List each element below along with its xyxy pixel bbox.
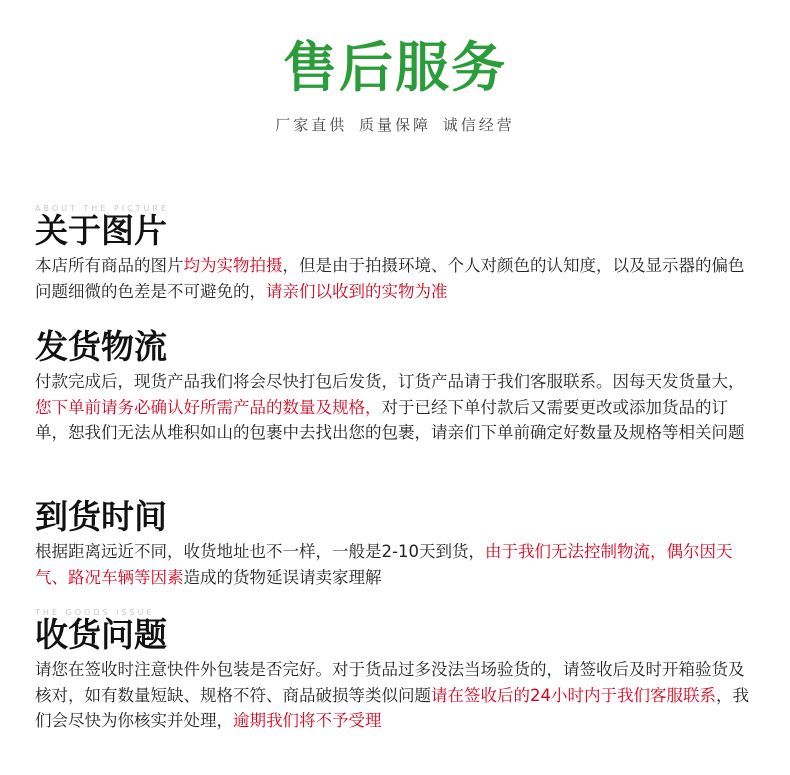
section-body — [35, 657, 755, 734]
body-text: 请您在签收时注意快件外包装是否完好。对于货品过多没法当场验货的，请签收后及时开箱验货及核对，如有数量短缺、规格不符、商品破损等类似问题 — [35, 660, 745, 705]
body-highlight: 您下单前请务必确认好所需产品的数量及规格， — [35, 397, 382, 417]
body-text: 造成的货物延误请卖家理解 — [183, 567, 382, 587]
body-highlight: 逾期我们将不予受理 — [233, 711, 382, 730]
section-heading: 关于图片 — [35, 211, 167, 250]
body-text: 根据距离远近不同，收货地址也不一样，一般是2-10天到货， — [35, 542, 485, 561]
body-highlight: 均为实物拍摄 — [183, 256, 283, 275]
section-body — [35, 253, 755, 304]
section-body — [35, 539, 755, 590]
body-text: 对于已经下单付款后又需要更改或添加货品的订单，恕我们无法从堆积如山的包裹中去找出您的包裹，请亲们下单前确定好数量及规格等相关问题 — [35, 397, 745, 442]
body-highlight: 由于我们无法控制物流，偶尔因天气、路况车辆等因素 — [35, 542, 733, 587]
section-heading: 收货问题 — [35, 615, 167, 654]
page-subtitle: 厂家直供 质量保障 诚信经营 — [275, 116, 515, 134]
header — [0, 36, 790, 135]
section-ghost-label: THE GOODS ISSUE — [35, 608, 155, 617]
section-shipping — [35, 320, 755, 446]
page-title: 售后服务 — [283, 36, 507, 99]
section-heading: 到货时间 — [35, 497, 167, 536]
body-highlight: 请在签收后的24小时内于我们客服联系 — [431, 685, 716, 705]
section-delivery-time — [35, 490, 755, 590]
section-about-picture — [35, 204, 755, 304]
body-highlight: 请亲们以收到的实物为准 — [266, 281, 448, 301]
body-text: 付款完成后，现货产品我们将会尽快打包后发货，订货产品请于我们客服联系。因每天发货量大， — [35, 372, 745, 391]
section-ghost-label: ABOUT THE PICTURE — [35, 204, 170, 213]
body-text: ，我们会尽快为你核实并处理， — [35, 685, 749, 730]
section-heading: 发货物流 — [35, 327, 167, 366]
body-text: 本店所有商品的图片 — [35, 256, 184, 275]
body-text: ，但是由于拍摄环境、个人对颜色的认知度，以及显示器的偏色问题细微的色差是不可避免的， — [35, 256, 745, 301]
section-body — [35, 369, 755, 446]
section-receipt-issues — [35, 608, 755, 734]
